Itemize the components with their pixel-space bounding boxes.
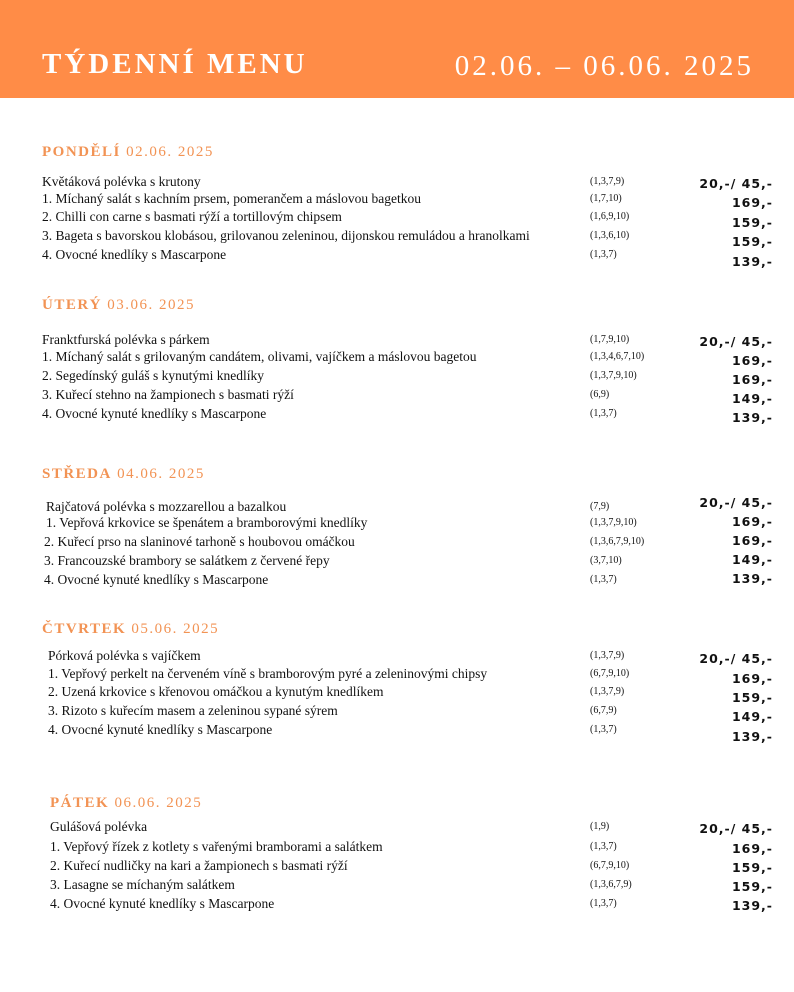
dish-name: 4. Ovocné knedlíky s Mascarpone xyxy=(42,247,227,262)
price: 159,- xyxy=(731,690,773,705)
menu-item-row xyxy=(0,877,794,895)
menu-item-row xyxy=(0,703,794,724)
menu-item-row xyxy=(0,515,794,533)
soup-row xyxy=(0,332,794,350)
allergens: (1,3,7,9) xyxy=(590,176,625,187)
soup-row xyxy=(0,819,794,837)
dish-name: 2. Segedínský guláš s kynutými knedlíky xyxy=(42,368,264,383)
allergens: (1,3,7,9,10) xyxy=(590,370,637,381)
price: 159,- xyxy=(731,234,773,249)
menu-item-row xyxy=(0,247,794,269)
day-name: ÚTERÝ xyxy=(42,297,103,313)
menu-item-row xyxy=(0,572,794,590)
menu-item-row xyxy=(0,553,794,571)
dish-name: 1. Vepřový perkelt na červeném víně s bramborovým pyré a zeleninovými chipsy xyxy=(48,666,488,681)
price: 159,- xyxy=(731,879,773,894)
allergens: (6,7,9,10) xyxy=(590,860,630,871)
menu-item-row xyxy=(0,349,794,367)
dish-name: 4. Ovocné kynuté knedlíky s Mascarpone xyxy=(42,406,267,421)
menu-item-row xyxy=(0,839,794,857)
price: 149,- xyxy=(731,552,773,567)
price: 169,- xyxy=(731,372,773,387)
soup-row xyxy=(0,648,794,666)
price: 149,- xyxy=(731,709,773,724)
dish-name: Franktfurská polévka s párkem xyxy=(42,332,210,347)
dish-name: 3. Francouzské brambory se salátkem z červené řepy xyxy=(44,553,330,568)
dish-name: 2. Kuřecí prso na slaninové tarhoně s houbovou omáčkou xyxy=(44,534,355,549)
dish-name: Gulášová polévka xyxy=(50,819,148,834)
allergens: (1,3,7,9,10) xyxy=(590,517,637,528)
allergens: (7,9) xyxy=(590,501,610,512)
price: 20,-/ 45,- xyxy=(699,495,773,510)
price: 139,- xyxy=(731,729,773,744)
day-date: 02.06. 2025 xyxy=(126,144,214,160)
price: 20,-/ 45,- xyxy=(699,176,773,191)
allergens: (1,3,7) xyxy=(590,724,617,735)
allergens: (1,3,7) xyxy=(590,841,617,852)
day-heading xyxy=(50,795,202,812)
allergens: (1,3,7) xyxy=(590,898,617,909)
day-date: 05.06. 2025 xyxy=(131,621,220,637)
day-name: STŘEDA xyxy=(42,466,112,482)
menu-item-row xyxy=(0,209,794,230)
dish-name: Rajčatová polévka s mozzarellou a bazalkou xyxy=(46,499,287,514)
price: 20,-/ 45,- xyxy=(699,821,773,836)
dish-name: 2. Uzená krkovice s křenovou omáčkou a kynutým knedlíkem xyxy=(48,684,384,699)
menu-item-row xyxy=(0,534,794,552)
menu-item-row xyxy=(0,228,794,249)
price: 169,- xyxy=(731,195,773,210)
allergens: (3,7,10) xyxy=(590,555,622,566)
menu-item-row xyxy=(0,666,794,684)
allergens: (1,3,6,7,9,10) xyxy=(590,536,645,547)
menu-item-row xyxy=(0,684,794,705)
price: 169,- xyxy=(731,514,773,529)
menu-title: TÝDENNÍ MENU xyxy=(42,48,308,80)
menu-item-row xyxy=(0,191,794,209)
allergens: (1,3,7,9) xyxy=(590,650,625,661)
day-name: PÁTEK xyxy=(50,795,110,811)
day-heading xyxy=(42,144,214,161)
day-date: 04.06. 2025 xyxy=(117,466,205,482)
dish-name: 1. Míchaný salát s kachním prsem, pomerančem a máslovou bagetkou xyxy=(42,191,422,206)
day-name: ČTVRTEK xyxy=(42,621,127,637)
dish-name: 3. Rizoto s kuřecím masem a zeleninou sypané sýrem xyxy=(48,703,338,718)
dish-name: 3. Kuřecí stehno na žampionech s basmati rýží xyxy=(42,387,294,402)
dish-name: 2. Kuřecí nudličky na kari a žampionech s basmati rýží xyxy=(50,858,348,873)
allergens: (1,6,9,10) xyxy=(590,211,630,222)
allergens: (1,7,9,10) xyxy=(590,334,630,345)
price: 169,- xyxy=(731,533,773,548)
menu-item-row xyxy=(0,858,794,876)
price: 149,- xyxy=(731,391,773,406)
dish-name: 4. Ovocné kynuté knedlíky s Mascarpone xyxy=(44,572,269,587)
menu-item-row xyxy=(0,406,794,424)
price: 169,- xyxy=(731,841,773,856)
price: 169,- xyxy=(731,671,773,686)
allergens: (1,3,6,10) xyxy=(590,230,630,241)
dish-name: 1. Míchaný salát s grilovaným candátem, olivami, vajíčkem a máslovou bagetou xyxy=(42,349,477,364)
price: 159,- xyxy=(731,860,773,875)
allergens: (1,3,4,6,7,10) xyxy=(590,351,645,362)
allergens: (1,7,10) xyxy=(590,193,622,204)
dish-name: 1. Vepřová krkovice se špenátem a bramborovými knedlíky xyxy=(46,515,368,530)
day-name: PONDĚLÍ xyxy=(42,144,121,160)
allergens: (6,7,9) xyxy=(590,705,617,716)
price: 139,- xyxy=(731,410,773,425)
day-date: 06.06. 2025 xyxy=(114,795,203,811)
menu-item-row xyxy=(0,368,794,386)
allergens: (6,7,9,10) xyxy=(590,668,630,679)
day-heading xyxy=(42,466,205,483)
dish-name: 4. Ovocné kynuté knedlíky s Mascarpone xyxy=(48,722,273,737)
price: 159,- xyxy=(731,215,773,230)
menu-item-row xyxy=(0,387,794,405)
soup-row xyxy=(0,174,794,192)
allergens: (1,3,6,7,9) xyxy=(590,879,632,890)
price: 169,- xyxy=(731,353,773,368)
day-heading xyxy=(42,297,195,314)
price: 139,- xyxy=(731,571,773,586)
dish-name: 4. Ovocné kynuté knedlíky s Mascarpone xyxy=(50,896,275,911)
menu-date-range: 02.06. – 06.06. 2025 xyxy=(454,50,754,82)
price: 139,- xyxy=(731,254,773,269)
menu-item-row xyxy=(0,896,794,914)
header-banner xyxy=(0,0,794,98)
allergens: (6,9) xyxy=(590,389,610,400)
allergens: (1,3,7) xyxy=(590,249,617,260)
dish-name: 3. Lasagne se míchaným salátkem xyxy=(50,877,235,892)
allergens: (1,3,7) xyxy=(590,408,617,419)
day-heading xyxy=(42,621,219,638)
dish-name: Pórková polévka s vajíčkem xyxy=(48,648,201,663)
allergens: (1,9) xyxy=(590,821,610,832)
dish-name: 1. Vepřový řízek z kotlety s vařenými bramborami a salátkem xyxy=(50,839,383,854)
dish-name: 2. Chilli con carne s basmati rýží a tortillovým chipsem xyxy=(42,209,342,224)
dish-name: Květáková polévka s krutony xyxy=(42,174,201,189)
price: 20,-/ 45,- xyxy=(699,651,773,666)
menu-item-row xyxy=(0,722,794,744)
allergens: (1,3,7) xyxy=(590,574,617,585)
dish-name: 3. Bageta s bavorskou klobásou, grilovanou zeleninou, dijonskou remuládou a hranolkami xyxy=(42,228,530,243)
price: 20,-/ 45,- xyxy=(699,334,773,349)
price: 139,- xyxy=(731,898,773,913)
day-date: 03.06. 2025 xyxy=(107,297,196,313)
allergens: (1,3,7,9) xyxy=(590,686,625,697)
